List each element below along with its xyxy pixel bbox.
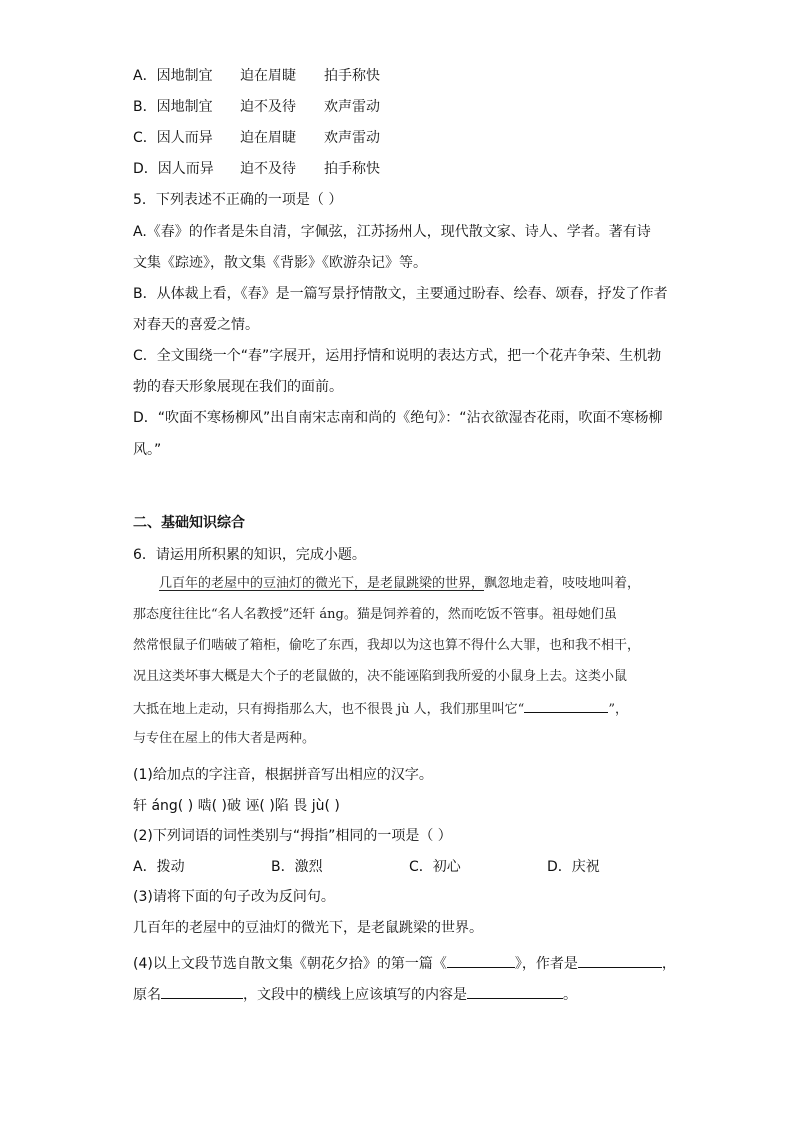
passage-line-1-rest: 飘忽地走着，吱吱地叫着， [484,576,641,591]
sub4-text-a: (4)以上文段节选自散文集《朝花夕拾》的第一篇《 [133,956,447,972]
q4-option-c [133,128,533,148]
q4-option-a-c: 拍手称快 [324,68,380,84]
sub2-choice-b: B．激烈 [271,859,323,875]
sub4-text-b: 》，作者是 [514,956,578,972]
q4-option-c-b: 迫在眉睫 [240,130,296,146]
q4-option-b-label: B．因地制宜 [133,99,213,115]
sub4-blank-content[interactable] [467,984,563,999]
q4-option-b [133,97,533,117]
sub4-text-e: ，文段中的横线上应该填写的内容是 [243,987,467,1003]
q4-option-a-label: A．因地制宜 [133,68,213,84]
q4-option-b-c: 欢声雷动 [324,99,380,115]
q4-option-d-label: D．因人而异 [133,161,214,177]
q5-option-c-line2: 勃的春天形象展现在我们的面前。 [133,379,343,395]
passage-line-4: 况且这类坏事大概是大个子的老鼠做的，决不能诬陷到我所爱的小鼠身上去。这类小鼠 [133,669,628,684]
q5-option-d-line2: 风。” [133,442,162,458]
q5-option-b-line1: B．从体裁上看，《春》是一篇写景抒情散文，主要通过盼春、绘春、颂春，抒发了作者 [133,286,668,302]
sub4-text-c: ， [661,956,676,972]
passage-line-5-text: 大抵在地上走动，只有拇指那么大，也不很畏 jù 人，我们那里叫它“ [133,702,525,717]
q6-sub1: (1)给加点的字注音，根据拼音写出相应的汉字。 [133,767,433,783]
q4-option-d-c: 拍手称快 [324,161,380,177]
sub4-blank-title[interactable] [447,953,515,968]
q4-option-d [133,159,533,179]
q6-sub3-sentence: 几百年的老屋中的豆油灯的微光下，是老鼠跳梁的世界。 [133,920,483,936]
section-title: 二、基础知识综合 [133,515,245,531]
q5-option-d-line1: D．“吹面不寒杨柳风”出自南宋志南和尚的《绝句》：“沾衣欲湿杏花雨，吹面不寒杨柳 [133,410,663,426]
sub4-text-d: 原名 [133,987,161,1003]
q6-sub4-line2 [133,984,577,1005]
passage-blank[interactable] [524,698,608,713]
q5-option-b-line2: 对春天的喜爱之情。 [133,317,259,333]
q4-option-b-b: 迫不及待 [240,99,296,115]
q4-option-a-b: 迫在眉睫 [240,68,296,84]
q6-passage [133,574,669,754]
sub4-blank-original-name[interactable] [161,984,243,999]
q6-sub3: (3)请将下面的句子改为反问句。 [133,889,335,905]
passage-line-5 [133,698,628,720]
q6-stem: 6．请运用所积累的知识，完成小题。 [133,547,366,563]
q4-option-d-b: 迫不及待 [240,161,296,177]
q5-option-a-line2: 文集《踪迹》，散文集《背影》《欧游杂记》等。 [133,255,427,271]
passage-underlined-sentence: 几百年的老屋中的豆油灯的微光下，是老鼠跳梁的世界， [159,576,485,591]
q5-stem: 5．下列表述不正确的一项是（ ） [133,192,343,208]
sub2-choice-a: A．拨动 [133,859,185,875]
q4-option-c-label: C．因人而异 [133,130,213,146]
passage-line-3: 然常恨鼠子们啮破了箱柜，偷吃了东西，我却以为这也算不得什么大罪，也和我不相干， [133,638,641,653]
sub4-blank-author[interactable] [578,953,662,968]
q6-sub2-choices [133,857,633,877]
q6-sub1-items: 轩 áng( ) 啮( )破 诬( )陷 畏 jù( ) [133,798,340,814]
sub4-text-f: 。 [563,987,577,1003]
q4-option-c-c: 欢声雷动 [324,130,380,146]
q4-option-a [133,66,533,86]
q5-option-c-line1: C．全文围绕一个“春”字展开，运用抒情和说明的表达方式，把一个花卉争荣、生机勃 [133,348,662,364]
q6-sub4-line1 [133,953,676,974]
passage-line-6: 与专住在屋上的伟大者是两种。 [133,731,316,746]
passage-line-1 [159,574,640,594]
q5-option-a-line1: A.《春》的作者是朱自清，字佩弦，江苏扬州人，现代散文家、诗人、学者。著有诗 [133,224,651,240]
sub2-choice-c: C．初心 [409,859,461,875]
passage-line-2: 那态度往往比“名人名教授”还轩 áng。猫是饲养着的，然而吃饭不管事。祖母她们虽 [133,607,617,622]
q6-sub2: (2)下列词语的词性类别与“拇指”相同的一项是（ ） [133,828,452,844]
passage-line-5-end: ”， [608,702,628,717]
sub2-choice-d: D．庆祝 [547,859,600,875]
